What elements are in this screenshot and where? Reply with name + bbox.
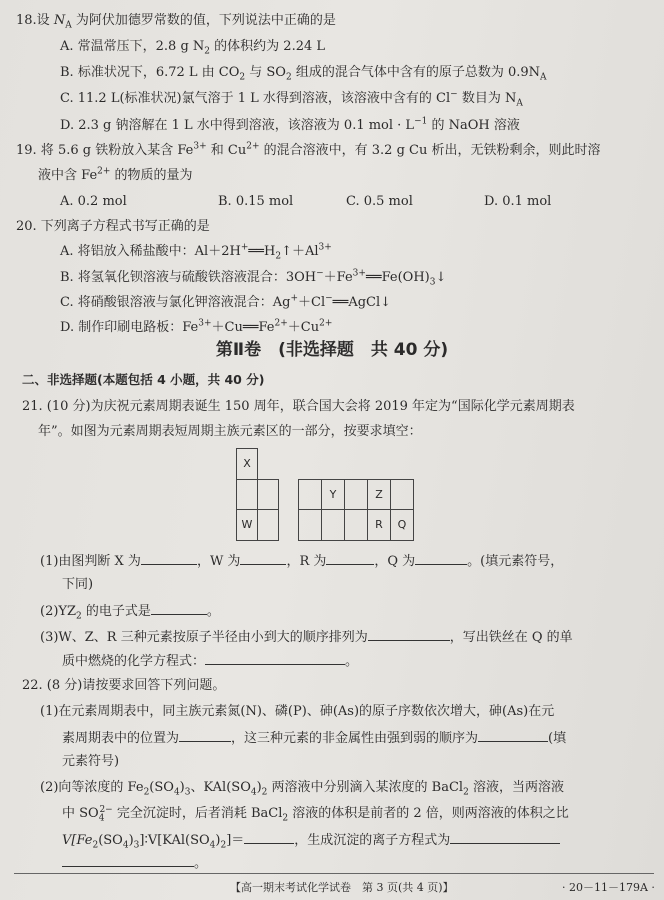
q19-option-d: D. 0.1 mol — [484, 194, 552, 209]
answer-blank[interactable] — [450, 830, 560, 844]
q19-option-a: A. 0.2 mol — [60, 194, 127, 209]
q18-option-a: A. 常温常压下，2.8 g $N_2$ 的体积约为 2.24 L — [60, 39, 326, 57]
answer-blank[interactable] — [368, 627, 450, 641]
cell-q: Q — [390, 509, 414, 541]
footer-code: · 20－11－179A · — [562, 881, 655, 894]
q22-part2-line2: 中 $SO_4^{2-}$ 完全沉淀时，后者消耗 BaCl$_2$ 溶液的体积是前者的 2 倍，则两溶液的体积之比 — [62, 804, 569, 824]
cell-empty — [321, 509, 345, 541]
section-title: 第Ⅱ卷 (非选择题 共 40 分) — [215, 340, 449, 360]
answer-blank[interactable] — [62, 853, 194, 867]
q20-option-d: D. 制作印刷电路板：$Fe^{3+}+Cu══Fe^{2+}+Cu^{2+}$ — [60, 318, 333, 335]
q22-part2: (2)向等浓度的 $Fe_2(SO_4)_3$、$KAl(SO_4)_2$ 两溶液中分别滴入某浓度的 BaCl$_2$ 溶液，当两溶液 — [40, 780, 564, 798]
cell-empty — [257, 509, 279, 541]
q19-option-c: C. 0.5 mol — [346, 194, 413, 209]
answer-blank[interactable] — [478, 728, 548, 742]
cell-empty — [298, 509, 322, 541]
q21-part3: (3)W、Z、R 三种元素按原子半径由小到大的顺序排列为 ，写出铁丝在 Q 的单 — [40, 627, 573, 646]
answer-blank[interactable] — [205, 651, 345, 665]
q20-stem: 20. 下列离子方程式书写正确的是 — [16, 219, 210, 234]
answer-blank[interactable] — [240, 551, 286, 565]
q21-part1-cont: 下同) — [62, 577, 94, 592]
answer-blank[interactable] — [415, 551, 467, 565]
q19-stem-line2: 液中含 $Fe^{2+}$ 的物质的量为 — [38, 166, 193, 183]
q22-part2-line4: 。 — [62, 853, 207, 872]
q21-part1: (1)由图判断 X 为 ，W 为 ，R 为 ，Q 为 。(填元素符号， — [40, 551, 563, 570]
answer-blank[interactable] — [151, 601, 207, 615]
cell-empty — [344, 479, 368, 510]
section-heading: 二、非选择题(本题包括 4 小题，共 40 分) — [22, 372, 265, 387]
q20-option-a: A. 将铝放入稀盐酸中：$Al+2H^+══H_2↑+Al^{3+}$ — [60, 242, 332, 262]
q22-part2-line3: $V[Fe_2(SO_4)_3]∶V[KAl(SO_4)_2]=$ ，生成沉淀的离子方程式为 — [62, 830, 560, 849]
cell-empty — [236, 479, 258, 510]
cell-w: W — [236, 509, 258, 541]
answer-blank[interactable] — [141, 551, 197, 565]
q21-part3-cont: 质中燃烧的化学方程式： 。 — [62, 651, 358, 670]
cell-x: X — [236, 448, 258, 480]
q18-option-d: D. 2.3 g 钠溶解在 1 L 水中得到溶液，该溶液为 0.1 mol · $L^{-1}$ 的 NaOH 溶液 — [60, 116, 520, 133]
cell-r: R — [367, 509, 391, 541]
q18-stem: 18.设 $N_A$ 为阿伏加德罗常数的值，下列说法中正确的是 — [16, 13, 336, 31]
q19-stem-line1: 19. 将 5.6 g 铁粉放入某含 $Fe^{3+}$ 和 $Cu^{2+}$ 的混合溶液中，有 3.2 g Cu 析出，无铁粉剩余，则此时溶 — [16, 141, 601, 158]
footer-rule — [14, 873, 654, 874]
q18-option-c: C. 11.2 L(标准状况)氯气溶于 1 L 水得到溶液，该溶液中含有的 Cl− 数目为 $N_A$ — [60, 89, 523, 109]
cell-empty — [298, 479, 322, 510]
footer-title: 【高一期末考试化学试卷 第 3 页(共 4 页)】 — [230, 881, 454, 894]
answer-blank[interactable] — [326, 551, 374, 565]
cell-y: Y — [321, 479, 345, 510]
cell-z: Z — [367, 479, 391, 510]
q22-part1: (1)在元素周期表中，同主族元素氮(N)、磷(P)、砷(As)的原子序数依次增大，砷(As)在元 — [40, 704, 555, 719]
cell-empty — [344, 509, 368, 541]
q22-part1-line3: 元素符号) — [62, 754, 120, 769]
q22-intro: 22. (8 分)请按要求回答下列问题。 — [22, 678, 226, 693]
cell-empty — [257, 479, 279, 510]
q20-option-c: C. 将硝酸银溶液与氯化钾溶液混合：Ag+＋Cl−══AgCl↓ — [60, 293, 392, 310]
cell-empty — [390, 479, 414, 510]
q21-intro-line2: 年”。如图为元素周期表短周期主族元素区的一部分，按要求填空： — [38, 424, 422, 439]
q18-option-b: B. 标准状况下，6.72 L 由 $CO_2$ 与 $SO_2$ 组成的混合气体中含有的原子总数为 $0.9N_A$ — [60, 65, 547, 83]
answer-blank[interactable] — [179, 728, 231, 742]
answer-blank[interactable] — [244, 830, 294, 844]
q20-option-b: B. 将氢氧化钡溶液与硫酸铁溶液混合：$3OH^-+Fe^{3+}══Fe(OH)_3↓$ — [60, 268, 447, 288]
q21-part2: $(2)YZ_2$ 的电子式是 。 — [40, 601, 220, 620]
q21-intro-line1: 21. (10 分)为庆祝元素周期表诞生 150 周年，联合国大会将 2019 年定为“国际化学元素周期表 — [22, 399, 575, 414]
q19-option-b: B. 0.15 mol — [218, 194, 294, 209]
q22-part1-line2: 素周期表中的位置为 ，这三种元素的非金属性由强到弱的顺序为 (填 — [62, 728, 566, 747]
